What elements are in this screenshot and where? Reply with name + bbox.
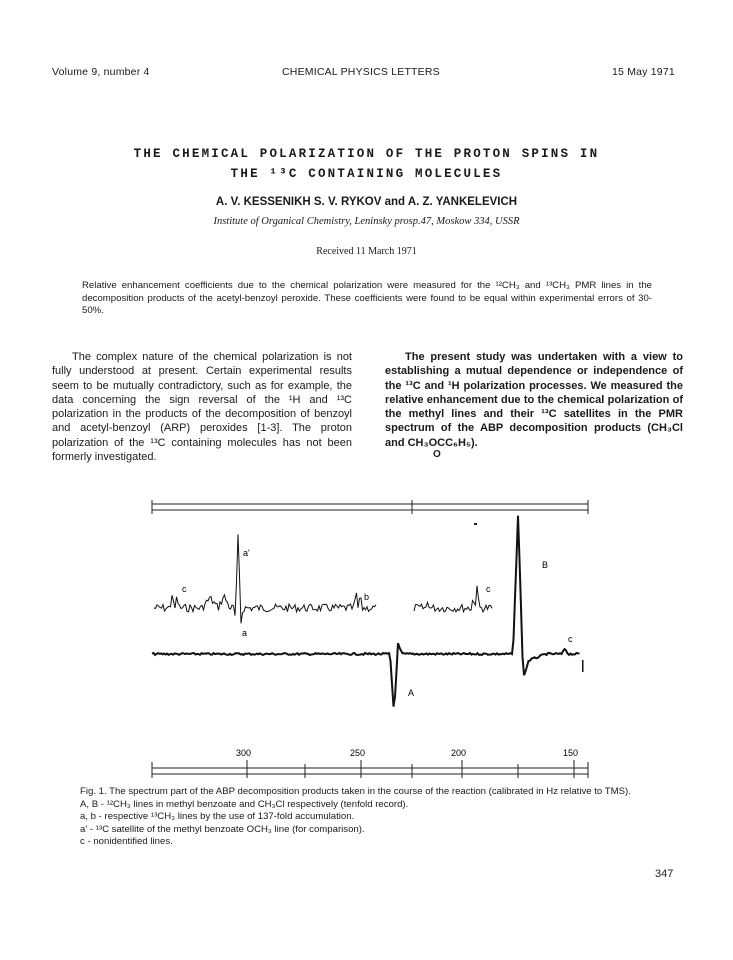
peak-label-A: A	[408, 688, 415, 698]
axis-tick-150: 150	[563, 748, 579, 758]
caption-line-4: a' - ¹³C satellite of the methyl benzoate OCH₃ line (for comparison).	[80, 823, 365, 835]
axis-tick-300: 300	[236, 748, 252, 758]
formula-carbonyl-mark: O	[433, 449, 441, 461]
page-number: 347	[655, 868, 674, 880]
authors: A. V. KESSENIKH S. V. RYKOV and A. Z. YANKELEVICH	[215, 196, 518, 208]
peak-label-a: a	[242, 628, 248, 638]
end-marker	[582, 660, 584, 672]
figure-caption	[80, 786, 680, 849]
main-spectrum-trace	[152, 516, 580, 707]
accumulated-trace-middle	[414, 586, 492, 612]
axis-tick-200: 200	[451, 748, 467, 758]
peak-label-B: B	[542, 560, 549, 570]
received-date: Received 11 March 1971	[316, 246, 417, 257]
accumulated-trace-left	[154, 534, 376, 623]
peak-label-c-right: c	[568, 634, 573, 644]
title-line-2: THE ¹³C CONTAINING MOLECULES	[230, 167, 503, 181]
right-column	[385, 350, 683, 460]
abstract: Relative enhancement coefficients due to the chemical polarization were measured for the ¹²CH₃ and ¹³CH₃ PMR lines in the decomposition products of the acetyl-benzoyl peroxide. These coefficients were found to be equal within experimental errors of 30-50%.	[82, 280, 652, 316]
frequency-axis	[152, 760, 588, 778]
peak-label-c-left: c	[182, 584, 187, 594]
top-ruler	[152, 500, 588, 514]
peak-label-b: b	[364, 592, 370, 602]
peak-label-c-middle: c	[486, 584, 491, 594]
title-line-1: THE CHEMICAL POLARIZATION OF THE PROTON SPINS IN	[133, 147, 600, 161]
right-column-text: The present study was undertaken with a view to establishing a mutual dependence or independence of the ¹³C and ¹H polarization processes. We measured the relative enhancement due to the chemical polarization of the methyl lines and their ¹³C satellites in the PMR spectrum of the ABP decomposition products (CH₃Cl and CH₃OCC₆H₅).	[385, 351, 683, 449]
pmr-spectrum-figure	[150, 496, 590, 781]
header-volume: Volume 9, number 4	[52, 66, 150, 78]
left-column-text: The complex nature of the chemical polarization is not fully understood at present. Certain experimental results seem to be mutually contradictory, such as for example, the data concerning the sign reversal of the ¹H and ¹³C polarization in the products of the decomposition of benzoyl and acetyl-benzoyl (ARP) peroxides [1-3]. The proton polarization of the ¹³C containing molecules has not been formerly investigated.	[52, 351, 352, 464]
left-column	[52, 350, 352, 464]
axis-tick-250: 250	[350, 748, 366, 758]
caption-line-1: Fig. 1. The spectrum part of the ABP decomposition products taken in the course of the reaction (calibrated in Hz relative to TMS).	[80, 786, 631, 797]
dash-mark	[474, 523, 477, 525]
peak-label-a-prime: a'	[243, 548, 250, 558]
caption-line-5: c - nonidentified lines.	[80, 836, 173, 847]
caption-line-3: a, b - respective ¹³CH₃ lines by the use of 137-fold accumulation.	[80, 811, 355, 822]
header-journal: CHEMICAL PHYSICS LETTERS	[282, 66, 440, 78]
header-date: 15 May 1971	[612, 66, 675, 78]
institution: Institute of Organical Chemistry, Leninsky prosp.47, Moskow 334, USSR	[213, 216, 520, 227]
caption-line-2: A, B - ¹²CH₃ lines in methyl benzoate and CH₃Cl respectively (tenfold record).	[80, 798, 409, 810]
